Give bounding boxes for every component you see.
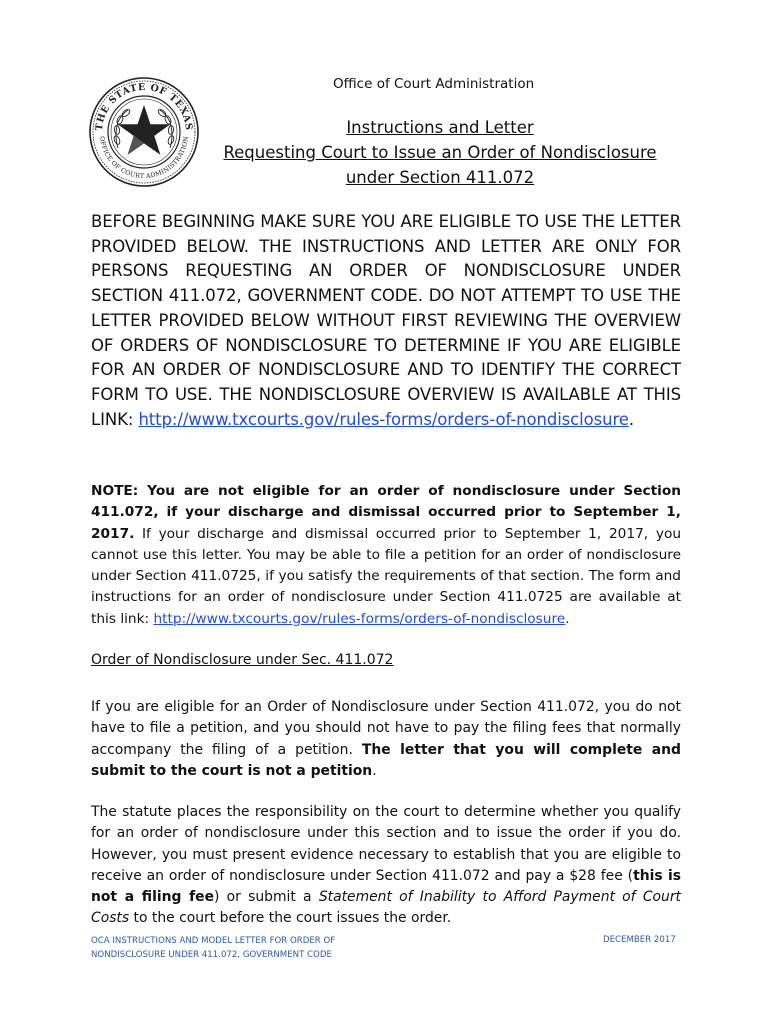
section-heading: Order of Nondisclosure under Sec. 411.072 bbox=[91, 652, 394, 668]
document-title-line-3: under Section 411.072 bbox=[345, 168, 535, 187]
warning-text: BEFORE BEGINNING MAKE SURE YOU ARE ELIGIBLE TO USE THE LETTER PROVIDED BELOW. THE INSTRUCTIONS AND LETTER ARE ONLY FOR PERSONS REQUESTING AN ORDER OF NONDISCLOSURE UNDER SECTION 411.072, GOVERNMENT CODE. DO NOT ATTEMPT TO USE THE LETTER PROVIDED BELOW WITHOUT FIRST REVIEWING THE OVERVIEW OF ORDERS OF NONDISCLOSURE TO DETERMINE IF YOU ARE ELIGIBLE FOR AN ORDER OF NONDISCLOSURE AND TO IDENTIFY THE CORRECT FORM TO USE. THE NONDISCLOSURE OVERVIEW IS AVAILABLE AT THIS LINK: bbox=[91, 212, 681, 429]
document-title-line-2: Requesting Court to Issue an Order of Nondisclosure bbox=[223, 143, 657, 162]
note-text: If your discharge and dismissal occurred prior to September 1, 2017, you cannot use this letter. You may be able to file a petition for an order of nondisclosure under Section 411.0725, if you satisfy the requirements of that section. The form and instructions for an order of nondisclosure under Section 411.0725 are available at this link: bbox=[91, 525, 681, 627]
warning-end: . bbox=[628, 409, 635, 429]
paragraph-responsibility bbox=[91, 802, 681, 930]
note-bold-text: NOTE: You are not eligible for an order of nondisclosure under Section 411.072, if your discharge and dismissal occurred prior to September 1, 2017. bbox=[91, 483, 681, 542]
note-end: . bbox=[565, 610, 570, 627]
paragraph-responsibility-bold: this is not a filing fee bbox=[91, 867, 681, 906]
paragraph-petition-end: . bbox=[372, 762, 377, 779]
paragraph-petition-bold: The letter that you will complete and submit to the court is not a petition bbox=[91, 741, 681, 779]
office-heading: Office of Court Administration bbox=[333, 76, 535, 92]
svg-text:THE STATE OF TEXAS: THE STATE OF TEXAS bbox=[93, 81, 195, 132]
overview-link[interactable]: http://www.txcourts.gov/rules-forms/orders-of-nondisclosure bbox=[138, 409, 629, 429]
eligibility-warning bbox=[91, 210, 681, 432]
paragraph-responsibility-text-3: to the court before the court issues the order. bbox=[129, 910, 452, 927]
footer-line-2: NONDISCLOSURE UNDER 411.072, GOVERNMENT CODE bbox=[91, 949, 332, 960]
footer-line-1: OCA INSTRUCTIONS AND MODEL LETTER FOR ORDER OF bbox=[91, 936, 336, 946]
paragraph-responsibility-text-1: The statute places the responsibility on the court to determine whether you qualify for an order of nondisclosure under this section and to issue the order if you do. However, you must present evidence necessary to establish that you are eligible to receive an order of nondisclosure under Section 411.072 and pay a $28 fee ( bbox=[91, 804, 681, 884]
paragraph-responsibility-text-2: ) or submit a bbox=[213, 889, 319, 906]
paragraph-petition-text: If you are eligible for an Order of Nondisclosure under Section 411.072, you do not have to file a petition, and you should not have to pay the filing fees that normally accompany the filing of a petition. bbox=[91, 699, 681, 758]
svg-text:OFFICE OF COURT ADMINISTRATION: OFFICE OF COURT ADMINISTRATION bbox=[98, 135, 191, 181]
footer-document-name bbox=[91, 935, 335, 962]
eligibility-note bbox=[91, 481, 681, 630]
nondisclosure-link[interactable]: http://www.txcourts.gov/rules-forms/orders-of-nondisclosure bbox=[153, 610, 566, 627]
paragraph-petition bbox=[91, 697, 681, 782]
texas-oca-seal-icon bbox=[88, 76, 200, 188]
paragraph-responsibility-italic: Statement of Inability to Afford Payment of Court Costs bbox=[91, 889, 681, 927]
footer-date: DECEMBER 2017 bbox=[603, 935, 676, 945]
document-title-line-1: Instructions and Letter bbox=[346, 118, 534, 137]
